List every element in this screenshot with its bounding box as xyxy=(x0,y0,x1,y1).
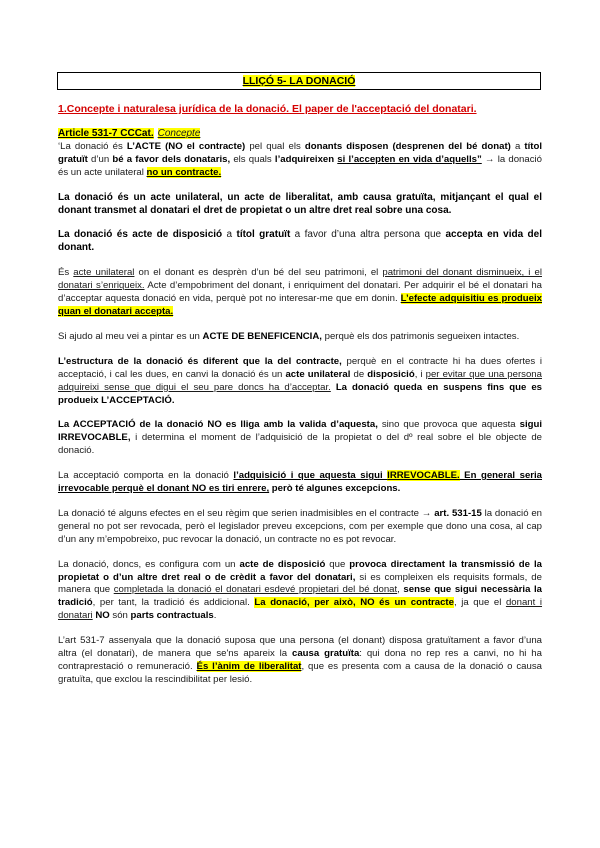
paragraph-10: La donació, doncs, es configura com un acte de disposició que provoca directament la transmissió de la propietat o d’un altre dret real o de crèdit a favor del donatari, si es compleixen els requisits formals, de manera que completada la donació el donatari esdevé propietari del bé donat, sense que sigui necessària la tradició, per tant, la tradició és addicional. La donació, per això, NO és un contracte, ja que el donant i donatari NO són parts contractuals. xyxy=(58,558,543,622)
article-label: Concepte xyxy=(157,128,201,139)
lesson-title-box xyxy=(57,72,541,90)
paragraph-9: La donació té alguns efectes en el seu règim que serien inadmisibles en el contracte → art. 531-15 la donació en general no pot ser revocada, però el legislador preveu excepcions, com per exemple que dono una cosa, al cap d’un any m’empobreixo, puc revocar la donació, un contracte no es pot revocar. xyxy=(58,507,543,545)
section-heading: 1.Concepte i naturalesa jurídica de la donació. El paper de l'acceptació del donatari. xyxy=(58,103,477,115)
paragraph-5: Si ajudo al meu vei a pintar es un ACTE DE BENEFICENCIA, perquè els dos patrimonis segueixen intactes. xyxy=(58,330,520,342)
paragraph-3: La donació és acte de disposició a títol gratuït a favor d’una altra persona que accepta en vida del donant. xyxy=(58,229,542,254)
paragraph-1: ‘La donació és L’ACTE (NO el contracte) pel qual els donants disposen (desprenen del bé donat) a títol gratuït d’un bé a favor dels donataris, els quals l’adquireixen si l’accepten en vida d’aquells” → la donació és un acte unilateral no un contracte. xyxy=(58,140,543,178)
paragraph-2: La donació és un acte unilateral, un acte de liberalitat, amb causa gratuïta, mitjançant el qual el donant transmet al donatari el dret de propietat o un altre dret real sobre una cosa. xyxy=(58,191,542,216)
paragraph-4: És acte unilateral on el donant es desprèn d’un bé del seu patrimoni, el patrimoni del donant disminueix, i el donatari s’enriqueix. Acte d’empobriment del donant, i enriquiment del donatari. Per adquirir el bé el donatari ha d’acceptar aquesta donació en vida, perquè pot no interesar-me que em donin. L’efecte adquisitiu es produeix quan el donatari accepta. xyxy=(58,267,542,317)
paragraph-6: L’estructura de la donació és diferent que la del contracte, perquè en el contracte hi ha dues ofertes i acceptació, i cal les dues, en canvi la donació és un acte unilateral de disposició, i per evitar que una persona adquireixi sense que digui el seu pare doncs ha d’acceptar. La donació queda en suspens fins que es produeix L’ACCEPTACIÓ. xyxy=(58,355,542,406)
article-ref: Article 531-7 CCCat. xyxy=(58,128,154,139)
document-body xyxy=(58,128,542,699)
paragraph-8: La acceptació comporta en la donació l’adquisició i que aquesta sigui IRREVOCABLE. En general seria irrevocable perquè el donant NO es tiri enrere, però té algunes excepcions. xyxy=(58,470,543,495)
paragraph-7: La ACCEPTACIÓ de la donació NO es lliga amb la valida d’aquesta, sino que provoca que aquesta sigui IRREVOCABLE, i determina el moment de l’adquisició de la propietat o del dº real sobre el ble objecte de donació. xyxy=(58,419,542,457)
article-heading xyxy=(58,128,542,141)
lesson-title: LLIÇÓ 5- LA DONACIÓ xyxy=(242,75,356,87)
paragraph-11: L’art 531-7 assenyala que la donació suposa que una persona (el donant) disposa gratuïtament a favor d’una altra (el donatari), de manera que se'ns apareix la causa gratuïta: qui dona no rep res a canvi, no hi ha contraprestació o remuneració. És l’ànim de liberalitat, que es presenta com a causa de la donació o causa gratuïta, que exclou la rescindibilitat per lesió. xyxy=(58,635,542,685)
